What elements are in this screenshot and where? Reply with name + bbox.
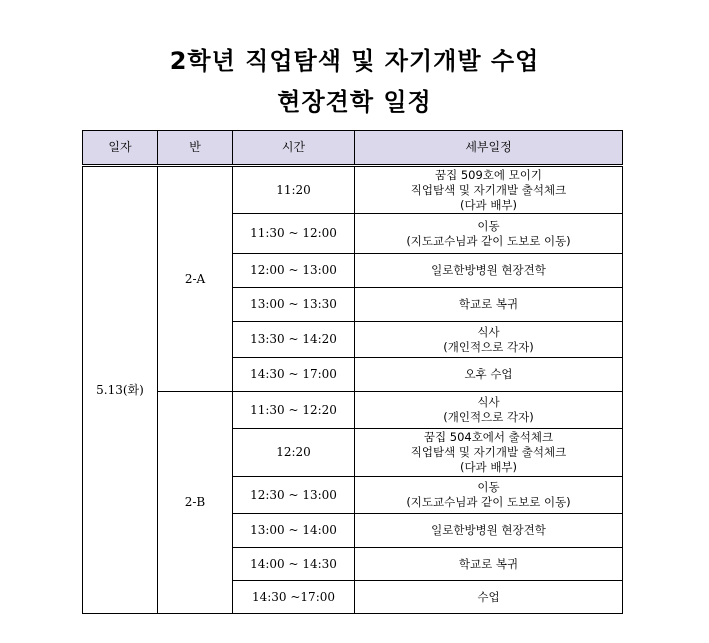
header-detail: 세부일정 [355,131,623,166]
detail-cell [355,548,623,581]
time-cell: 14:00 ~ 14:30 [233,548,355,581]
detail-line: 일로한방병원 현장견학 [431,263,546,277]
detail-line: 학교로 복귀 [458,556,519,571]
detail-line: 학교로 복귀 [458,297,519,311]
detail-line: 직업탐색 및 자기개발 출석체크 [410,182,567,197]
class-cell: 2-A [158,166,233,392]
time-cell: 14:30 ~17:00 [233,581,355,614]
detail-cell [355,581,623,614]
time-cell: 13:30 ~ 14:20 [233,322,355,358]
detail-line: 이동 [477,218,500,233]
detail-line: 직업탐색 및 자기개발 출석체크 [410,445,567,459]
document-subtitle: 현장견학 일정 [277,88,432,116]
detail-line: 식사 [477,395,500,409]
header-time: 시간 [233,131,355,166]
detail-cell [355,477,623,514]
detail-line: (개인적으로 각자) [443,410,534,424]
time-cell: 13:00 ~ 14:00 [233,514,355,548]
detail-line: 오후 수업 [464,367,513,381]
detail-cell [355,214,623,254]
table-header-row [83,131,623,166]
schedule-body [83,166,623,614]
time-cell: 11:30 ~ 12:20 [233,392,355,429]
time-cell: 12:30 ~ 13:00 [233,477,355,514]
time-cell: 11:30 ~ 12:00 [233,214,355,254]
detail-cell [355,358,623,392]
time-cell: 12:00 ~ 13:00 [233,254,355,288]
detail-cell [355,322,623,358]
detail-cell [355,514,623,548]
header-class: 반 [158,131,233,166]
class-cell: 2-B [158,392,233,614]
detail-line: (다과 배부) [459,197,518,212]
document-title: 2학년 직업탐색 및 자기개발 수업 [169,47,540,75]
detail-line: (지도교수님과 같이 도보로 이동) [406,495,571,509]
detail-line: (지도교수님과 같이 도보로 이동) [406,233,571,248]
detail-cell [355,429,623,477]
detail-line: (개인적으로 각자) [443,339,534,354]
detail-line: 꿈집 509호에 모이기 [434,167,543,182]
schedule-table [82,130,623,614]
time-cell: 11:20 [233,166,355,214]
detail-line: 수업 [477,589,500,604]
detail-line: 일로한방병원 현장견학 [431,523,546,537]
time-cell: 13:00 ~ 13:30 [233,288,355,322]
detail-cell [355,288,623,322]
detail-line: (다과 배부) [459,460,518,474]
detail-line: 꿈집 504호에서 출석체크 [423,430,554,444]
date-cell: 5.13(화) [83,166,158,614]
table-row [83,392,623,429]
detail-cell [355,166,623,214]
detail-line: 이동 [477,480,500,494]
time-cell: 14:30 ~ 17:00 [233,358,355,392]
table-row [83,166,623,214]
time-cell: 12:20 [233,429,355,477]
detail-cell [355,254,623,288]
header-date: 일자 [83,131,158,166]
detail-line: 식사 [477,324,500,339]
detail-cell [355,392,623,429]
